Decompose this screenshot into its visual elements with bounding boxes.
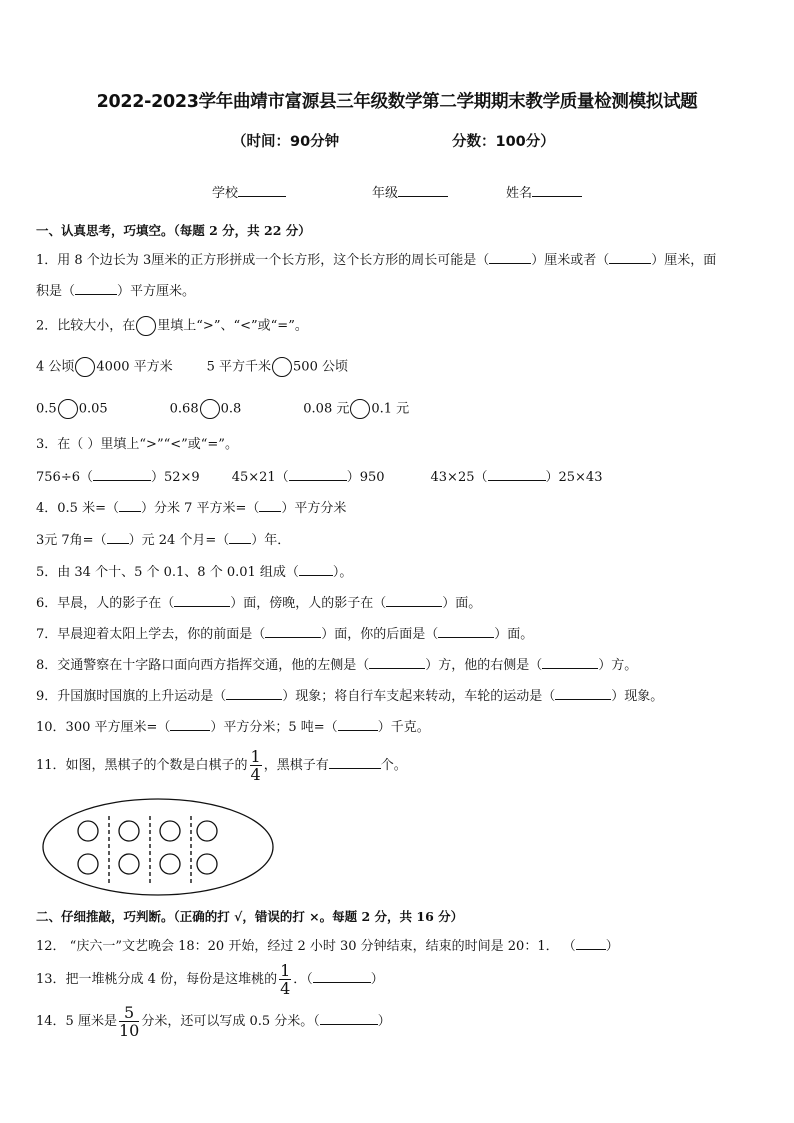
question-13: 13．把一堆桃分成 4 份，每份是这堆桃的 $\frac{1}{4}$ ．（ ） (36, 961, 384, 998)
q10-blank-2[interactable] (338, 717, 378, 731)
question-6: 6．早晨，人的影子在（ ）面，傍晚，人的影子在（ ）面。 (36, 593, 481, 613)
q7-blank-1[interactable] (265, 624, 321, 638)
q4-blank-2[interactable] (259, 498, 281, 512)
compare-circle[interactable] (200, 399, 220, 419)
chess-piece (160, 854, 180, 874)
q1-blank-3[interactable] (75, 281, 117, 295)
chess-piece (197, 821, 217, 841)
name-blank[interactable] (532, 183, 582, 197)
q4-blank-3[interactable] (107, 530, 129, 544)
q14-blank[interactable] (320, 1011, 378, 1025)
question-4: 4．0.5 米=（ ）分米 7 平方米=（ ）平方分米 (36, 498, 346, 518)
question-2-row1: 4 公顷 4000 平方米 5 平方千米 500 公顷 (36, 357, 348, 377)
oval-board (43, 799, 273, 895)
question-3: 3．在（ ）里填上“>”“<”或“=”。 (36, 437, 238, 452)
compare-circle (136, 316, 156, 336)
q9-blank-2[interactable] (555, 686, 611, 700)
q8-blank-2[interactable] (542, 655, 598, 669)
compare-circle[interactable] (350, 399, 370, 419)
q4-blank-4[interactable] (229, 530, 251, 544)
chess-piece (160, 821, 180, 841)
q10-blank-1[interactable] (170, 717, 210, 731)
q5-blank[interactable] (299, 562, 333, 576)
q7-blank-2[interactable] (438, 624, 494, 638)
question-8: 8．交通警察在十字路口面向西方指挥交通，他的左侧是（ ）方，他的右侧是（ ）方。 (36, 655, 637, 675)
chess-piece (197, 854, 217, 874)
q3-blank-3[interactable] (488, 467, 546, 481)
q4-blank-1[interactable] (119, 498, 141, 512)
compare-circle[interactable] (272, 357, 292, 377)
grade-field: 年级 (372, 182, 448, 201)
q9-blank-1[interactable] (226, 686, 282, 700)
q1-blank-1[interactable] (489, 250, 531, 264)
exam-title: 2022-2023学年曲靖市富源县三年级数学第二学期期末教学质量检测模拟试题 (96, 92, 698, 112)
q12-blank[interactable] (576, 936, 606, 950)
question-11: 11．如图，黑棋子的个数是白棋子的 $\frac{1}{4}$ ，黑棋子有 个。 (36, 747, 407, 784)
fraction-one-quarter: $\frac{1}{4}$ (250, 747, 261, 784)
question-12: 12． “庆六一”文艺晚会 18：20 开始，经过 2 小时 30 分钟结束，结束的时间是 20：1． （ ） (36, 936, 619, 956)
section1-heading: 一、认真思考，巧填空。（每题 2 分，共 22 分） (36, 223, 311, 238)
q3-blank-2[interactable] (289, 467, 347, 481)
q6-blank-2[interactable] (386, 593, 442, 607)
chess-piece (78, 821, 98, 841)
question-10: 10．300 平方厘米=（ ）平方分米；5 吨=（ ）千克。 (36, 717, 430, 737)
question-9: 9．升国旗时国旗的上升运动是（ ）现象；将自行车支起来转动，车轮的运动是（ ）现象。 (36, 686, 663, 706)
question-2: 2．比较大小，在 里填上“>”、“<”或“=”。 (36, 316, 308, 336)
chess-piece (119, 821, 139, 841)
q8-blank-1[interactable] (369, 655, 425, 669)
school-blank[interactable] (238, 183, 286, 197)
q13-blank[interactable] (313, 969, 371, 983)
time-label: （时间：90分钟 (232, 134, 340, 150)
name-field: 姓名 (506, 182, 582, 201)
section2-heading: 二、仔细推敲，巧判断。（正确的打 √，错误的打 ×。每题 2 分，共 16 分） (36, 909, 464, 924)
fraction-one-quarter: $\frac{1}{4}$ (280, 961, 291, 998)
grade-blank[interactable] (398, 183, 448, 197)
question-7: 7．早晨迎着太阳上学去，你的前面是（ ）面，你的后面是（ ）面。 (36, 624, 533, 644)
q1-blank-2[interactable] (609, 250, 651, 264)
question-5: 5．由 34 个十、5 个 0.1、8 个 0.01 组成（ ）。 (36, 562, 352, 582)
question-4-row: 3元 7角=（ ）元 24 个月=（ ）年． (36, 530, 290, 550)
chess-pieces-figure (40, 796, 280, 898)
compare-circle[interactable] (58, 399, 78, 419)
question-3-row: 756÷6（ ）52×9 45×21（ ）950 43×25（ ）25×43 (36, 467, 602, 487)
score-label: 分数：100分） (452, 134, 555, 150)
question-2-row2: 0.5 0.05 0.68 0.8 0.08 元 0.1 元 (36, 399, 409, 419)
q3-blank-1[interactable] (93, 467, 151, 481)
compare-circle[interactable] (75, 357, 95, 377)
question-1-line1: 1．用 8 个边长为 3厘米的正方形拼成一个长方形，这个长方形的周长可能是（ ）厘米或者（ ）厘米，面 (36, 250, 716, 270)
q6-blank-1[interactable] (174, 593, 230, 607)
question-14: 14．5 厘米是 $\frac{5}{10}$ 分米，还可以写成 0.5 分米。（ ） (36, 1003, 391, 1040)
fraction-five-tenths: $\frac{5}{10}$ (118, 1003, 140, 1040)
q11-blank[interactable] (329, 755, 381, 769)
chess-piece (78, 854, 98, 874)
chess-piece (119, 854, 139, 874)
school-field: 学校 (212, 182, 286, 201)
question-1-line2: 积是（ ）平方厘米。 (36, 281, 195, 301)
